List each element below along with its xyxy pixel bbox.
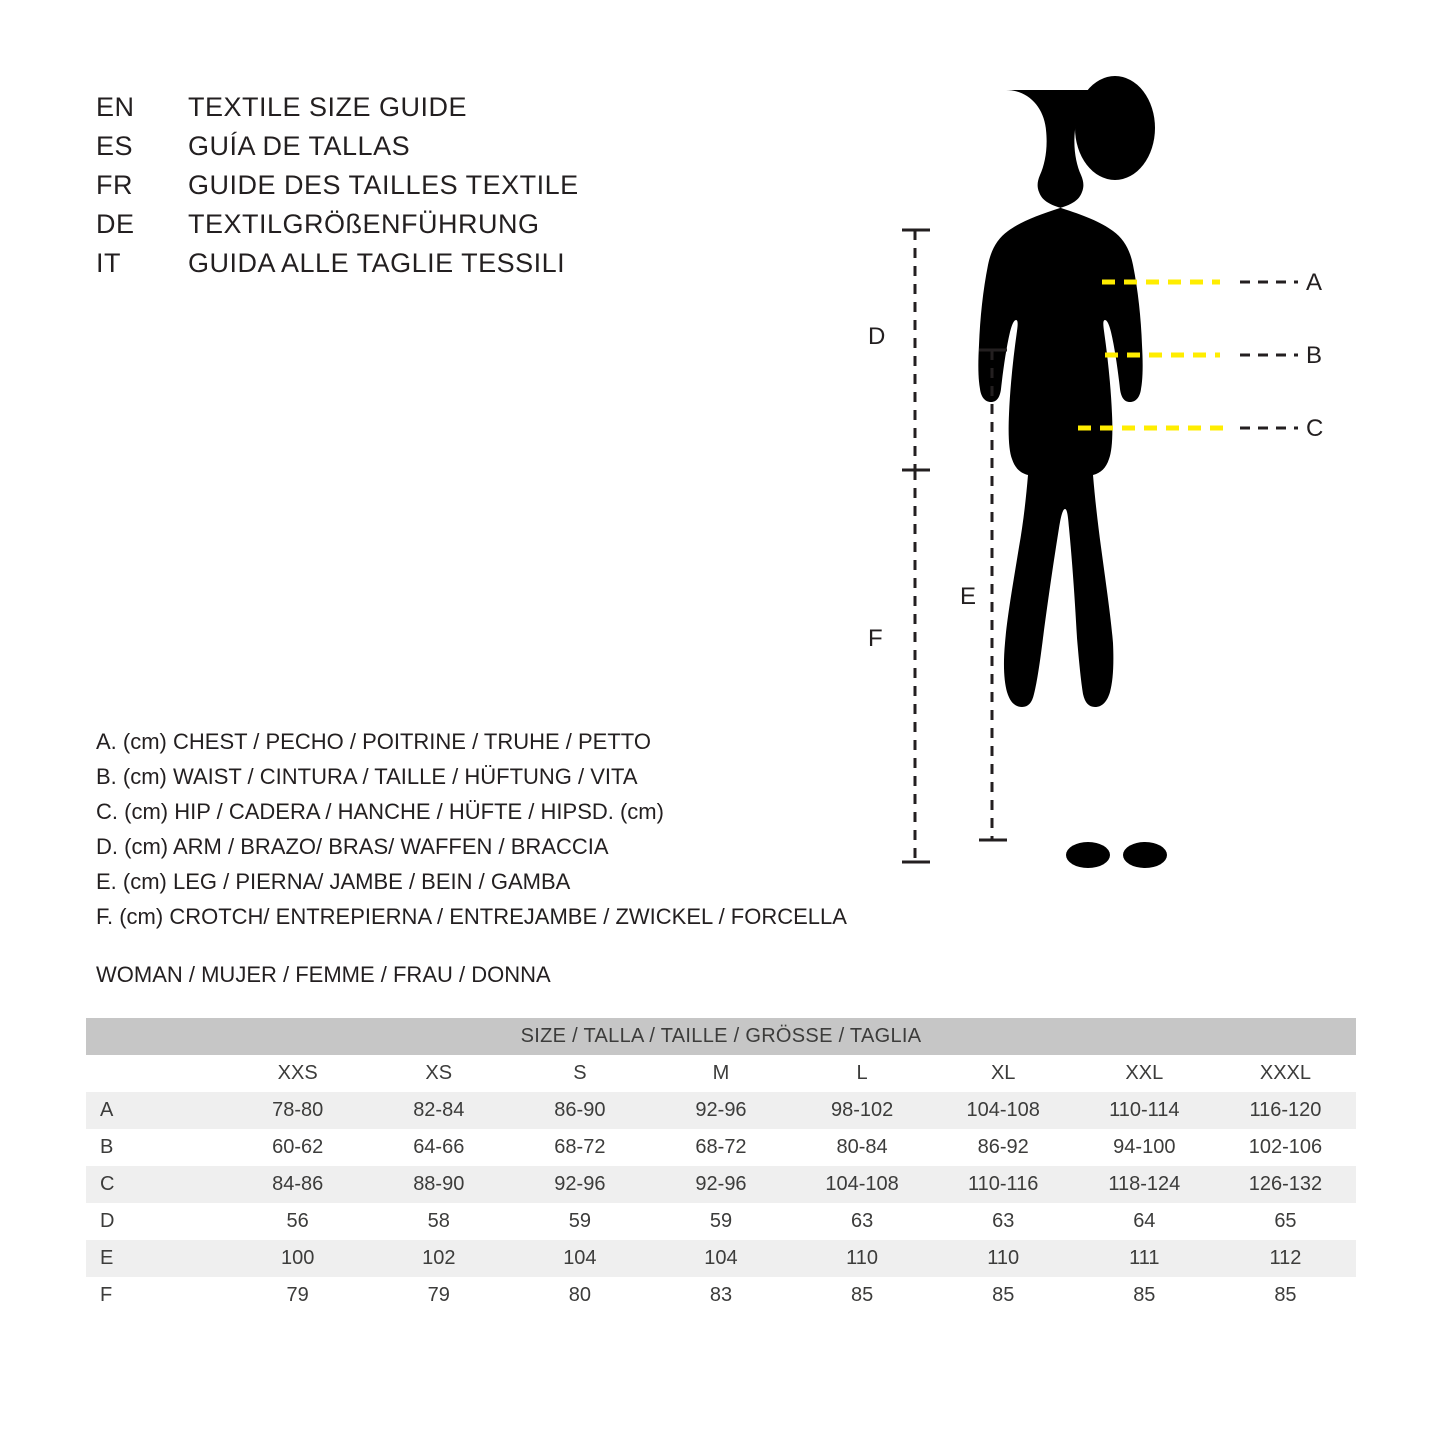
cell-b-xxl: 94-100	[1074, 1129, 1215, 1166]
table-row	[86, 1203, 1356, 1240]
table-row	[86, 1092, 1356, 1129]
cell-d-xxl: 64	[1074, 1203, 1215, 1240]
cell-a-xxl: 110-114	[1074, 1092, 1215, 1129]
size-col-l: L	[792, 1055, 933, 1092]
legend-line-e: E. (cm) LEG / PIERNA/ JAMBE / BEIN / GAMBA	[96, 869, 571, 894]
cell-f-xxl: 85	[1074, 1277, 1215, 1314]
cell-e-xxl: 111	[1074, 1240, 1215, 1277]
cell-f-xl: 85	[933, 1277, 1074, 1314]
title-row-de	[96, 209, 579, 248]
cell-b-xxxl: 102-106	[1215, 1129, 1356, 1166]
title-row-it	[96, 248, 579, 287]
gender-label: WOMAN / MUJER / FEMME / FRAU / DONNA	[96, 962, 551, 987]
legend-line-c: C. (cm) HIP / CADERA / HANCHE / HÜFTE / HIPSD. (cm)	[96, 799, 664, 824]
title-lang-en: EN	[96, 92, 135, 122]
cell-a-l: 98-102	[792, 1092, 933, 1129]
cell-c-xxl: 118-124	[1074, 1166, 1215, 1203]
table-row	[86, 1240, 1356, 1277]
body-measurement-diagram	[820, 50, 1380, 930]
cell-e-xl: 110	[933, 1240, 1074, 1277]
cell-b-xxs: 60-62	[227, 1129, 368, 1166]
size-col-m: M	[650, 1055, 791, 1092]
cell-b-s: 68-72	[509, 1129, 650, 1166]
table-sizes-row	[86, 1055, 1356, 1092]
measure-label-f: F	[868, 625, 883, 652]
size-col-xxs: XXS	[227, 1055, 368, 1092]
row-label-a: A	[86, 1092, 227, 1129]
size-col-xxl: XXL	[1074, 1055, 1215, 1092]
cell-d-xl: 63	[933, 1203, 1074, 1240]
legend-line-d: D. (cm) ARM / BRAZO/ BRAS/ WAFFEN / BRACCIA	[96, 834, 609, 859]
measurement-legend	[96, 724, 847, 934]
table-header-label: SIZE / TALLA / TAILLE / GRÖSSE / TAGLIA	[86, 1018, 1356, 1055]
cell-f-s: 80	[509, 1277, 650, 1314]
title-row-en	[96, 92, 579, 131]
cell-e-l: 110	[792, 1240, 933, 1277]
size-table	[86, 1018, 1356, 1314]
cell-b-l: 80-84	[792, 1129, 933, 1166]
cell-a-s: 86-90	[509, 1092, 650, 1129]
cell-b-xl: 86-92	[933, 1129, 1074, 1166]
measure-label-e: E	[960, 583, 977, 610]
cell-c-xxxl: 126-132	[1215, 1166, 1356, 1203]
cell-f-xs: 79	[368, 1277, 509, 1314]
bracket-e	[979, 350, 1007, 840]
title-row-fr	[96, 170, 579, 209]
cell-e-xxs: 100	[227, 1240, 368, 1277]
cell-a-xxxl: 116-120	[1215, 1092, 1356, 1129]
size-col-s: S	[509, 1055, 650, 1092]
cell-d-xs: 58	[368, 1203, 509, 1240]
cell-d-xxs: 56	[227, 1203, 368, 1240]
cell-d-s: 59	[509, 1203, 650, 1240]
cell-f-m: 83	[650, 1277, 791, 1314]
cell-c-xl: 110-116	[933, 1166, 1074, 1203]
cell-d-xxxl: 65	[1215, 1203, 1356, 1240]
cell-e-m: 104	[650, 1240, 791, 1277]
legend-line-a: A. (cm) CHEST / PECHO / POITRINE / TRUHE / PETTO	[96, 729, 651, 754]
table-header-row	[86, 1018, 1356, 1055]
cell-f-xxs: 79	[227, 1277, 368, 1314]
title-block	[96, 92, 579, 287]
cell-e-xxxl: 112	[1215, 1240, 1356, 1277]
measure-label-c: C	[1306, 415, 1324, 442]
bracket-d	[902, 230, 930, 470]
title-text-de: TEXTILGRÖßENFÜHRUNG	[188, 209, 540, 239]
cell-c-xs: 88-90	[368, 1166, 509, 1203]
size-table-container	[86, 1018, 1356, 1314]
cell-c-l: 104-108	[792, 1166, 933, 1203]
title-lang-es: ES	[96, 131, 134, 161]
title-lang-it: IT	[96, 248, 121, 278]
cell-a-xl: 104-108	[933, 1092, 1074, 1129]
legend-line-f: F. (cm) CROTCH/ ENTREPIERNA / ENTREJAMBE / ZWICKEL / FORCELLA	[96, 904, 847, 929]
cell-e-s: 104	[509, 1240, 650, 1277]
row-label-d: D	[86, 1203, 227, 1240]
cell-d-l: 63	[792, 1203, 933, 1240]
size-col-xxxl: XXXL	[1215, 1055, 1356, 1092]
measure-label-a: A	[1306, 269, 1323, 296]
leader-lines	[1240, 282, 1298, 428]
cell-b-m: 68-72	[650, 1129, 791, 1166]
measure-label-d: D	[868, 323, 886, 350]
table-row	[86, 1129, 1356, 1166]
row-label-c: C	[86, 1166, 227, 1203]
cell-f-l: 85	[792, 1277, 933, 1314]
row-label-b: B	[86, 1129, 227, 1166]
bracket-f	[902, 470, 930, 862]
title-text-fr: GUIDE DES TAILLES TEXTILE	[188, 170, 579, 200]
title-row-es	[96, 131, 579, 170]
legend-line-b: B. (cm) WAIST / CINTURA / TAILLE / HÜFTUNG / VITA	[96, 764, 638, 789]
size-col-xs: XS	[368, 1055, 509, 1092]
cell-e-xs: 102	[368, 1240, 509, 1277]
sizes-row-corner	[86, 1055, 227, 1092]
size-col-xl: XL	[933, 1055, 1074, 1092]
title-text-es: GUÍA DE TALLAS	[188, 131, 411, 161]
cell-d-m: 59	[650, 1203, 791, 1240]
cell-f-xxxl: 85	[1215, 1277, 1356, 1314]
table-row	[86, 1166, 1356, 1203]
cell-c-xxs: 84-86	[227, 1166, 368, 1203]
cell-c-s: 92-96	[509, 1166, 650, 1203]
cell-b-xs: 64-66	[368, 1129, 509, 1166]
row-label-f: F	[86, 1277, 227, 1314]
female-silhouette-icon	[978, 76, 1167, 868]
row-label-e: E	[86, 1240, 227, 1277]
cell-a-xxs: 78-80	[227, 1092, 368, 1129]
cell-a-m: 92-96	[650, 1092, 791, 1129]
title-lang-de: DE	[96, 209, 135, 239]
table-row	[86, 1277, 1356, 1314]
cell-c-m: 92-96	[650, 1166, 791, 1203]
title-text-it: GUIDA ALLE TAGLIE TESSILI	[188, 248, 566, 278]
title-lang-fr: FR	[96, 170, 133, 200]
measure-label-b: B	[1306, 342, 1323, 369]
title-text-en: TEXTILE SIZE GUIDE	[188, 92, 468, 122]
cell-a-xs: 82-84	[368, 1092, 509, 1129]
